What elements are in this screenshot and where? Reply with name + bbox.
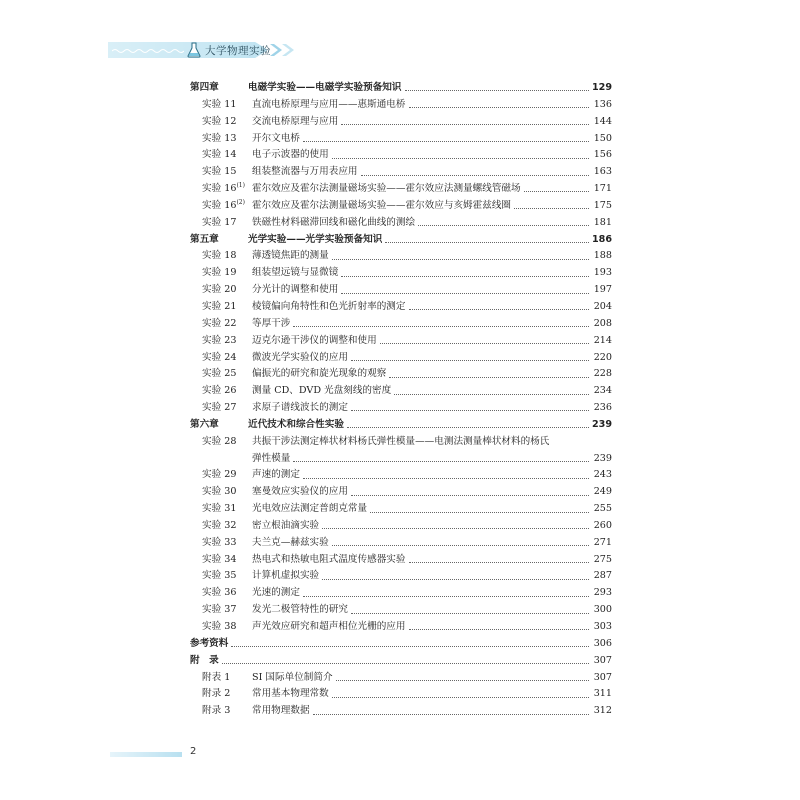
toc-entry-row[interactable] — [190, 518, 612, 535]
toc-entry-label — [190, 181, 252, 198]
toc-entry-page-number: 287 — [593, 570, 612, 582]
toc-entry-row[interactable] — [190, 97, 612, 114]
toc-entry-label-text: 实验 11 — [202, 98, 237, 110]
dot-leader — [332, 544, 589, 546]
toc-entry-superscript: (1) — [236, 181, 245, 189]
toc-entry-label — [190, 602, 252, 619]
toc-entry-title: 密立根油滴实验 — [252, 519, 320, 531]
dot-leader — [341, 123, 589, 125]
toc-entry-row[interactable] — [190, 198, 612, 215]
toc-entry-page-number: 186 — [591, 233, 612, 245]
toc-entry-row[interactable] — [190, 215, 612, 232]
toc-entry-label — [190, 299, 252, 316]
dot-leader — [409, 628, 590, 630]
toc-entry-page-number: 150 — [593, 132, 612, 144]
toc-entry-label-text: 附录 3 — [202, 705, 231, 717]
toc-entry-title: 塞曼效应实验仪的应用 — [252, 486, 348, 498]
dot-leader — [380, 342, 589, 344]
toc-entry-page-number: 156 — [593, 149, 612, 161]
dot-leader — [293, 460, 589, 462]
toc-entry-title: 求原子谱线波长的测定 — [252, 402, 348, 414]
toc-entry-label-text: 实验 29 — [202, 469, 237, 481]
toc-entry-page-number: 243 — [593, 469, 612, 481]
toc-entry-row[interactable] — [190, 282, 612, 299]
toc-entry-page-number: 249 — [593, 486, 612, 498]
toc-entry-label — [190, 535, 252, 552]
dot-leader — [361, 174, 589, 176]
toc-entry-label — [190, 282, 252, 299]
dot-leader — [514, 207, 589, 209]
toc-entry-title: 计算机虚拟实验 — [252, 570, 320, 582]
toc-entry-label-text: 实验 30 — [202, 486, 237, 498]
toc-entry-row[interactable] — [190, 248, 612, 265]
toc-entry-label-text: 第六章 — [190, 418, 219, 430]
dot-leader — [231, 645, 589, 647]
toc-entry-label — [190, 383, 252, 400]
dot-leader — [222, 662, 589, 664]
toc-entry-row[interactable] — [190, 484, 612, 501]
toc-entry-label — [190, 248, 252, 265]
toc-entry-label — [190, 97, 252, 114]
dot-leader — [332, 157, 589, 159]
toc-entry-label-text: 附表 1 — [202, 671, 231, 683]
toc-entry-row[interactable] — [190, 299, 612, 316]
toc-entry-page-number: 306 — [593, 637, 612, 649]
toc-entry-row[interactable] — [190, 636, 612, 653]
toc-entry-title: 发光二极管特性的研究 — [252, 604, 348, 616]
dot-leader — [336, 679, 589, 681]
toc-entry-title: 开尔文电桥 — [252, 132, 300, 144]
toc-entry-label — [190, 400, 252, 417]
toc-entry-label — [190, 333, 252, 350]
toc-entry-row[interactable] — [190, 552, 612, 569]
toc-entry-row[interactable] — [190, 568, 612, 585]
toc-entry-label-text: 实验 12 — [202, 115, 237, 127]
toc-entry-page-number: 228 — [593, 368, 612, 380]
toc-entry-row[interactable] — [190, 434, 612, 451]
toc-entry-label-text: 参考资料 — [190, 637, 229, 649]
toc-entry-title: SI 国际单位制简介 — [252, 671, 333, 683]
toc-chapter-row[interactable] — [190, 417, 612, 434]
toc-entry-page-number: 188 — [593, 250, 612, 262]
toc-entry-label-text: 实验 20 — [202, 284, 237, 296]
toc-entry-label — [190, 215, 252, 232]
toc-entry-label — [190, 147, 252, 164]
toc-entry-title: 薄透镜焦距的测量 — [252, 250, 329, 262]
toc-entry-row[interactable] — [190, 451, 612, 468]
dot-leader — [351, 409, 589, 411]
dot-leader — [385, 241, 589, 243]
toc-entry-label — [190, 80, 248, 97]
toc-entry-label-text: 实验 38 — [202, 621, 237, 632]
toc-entry-title: 微波光学实验仪的应用 — [252, 351, 348, 363]
toc-entry-label — [190, 619, 252, 636]
toc-entry-title: 霍尔效应及霍尔法测量磁场实验——霍尔效应与亥姆霍兹线圈 — [252, 199, 512, 211]
dot-leader — [394, 393, 589, 395]
dot-leader — [303, 140, 589, 142]
toc-entry-title: 迈克尔逊干涉仪的调整和使用 — [252, 334, 377, 346]
toc-entry-page-number: 193 — [593, 267, 612, 279]
toc-entry-row[interactable] — [190, 383, 612, 400]
toc-entry-title: 近代技术和综合性实验 — [248, 418, 344, 430]
toc-entry-row[interactable] — [190, 585, 612, 602]
toc-entry-label-text: 实验 26 — [202, 385, 237, 397]
toc-entry-label-text: 实验 16 — [202, 183, 237, 195]
toc-entry-title: 分光计的调整和使用 — [252, 284, 339, 296]
toc-entry-title: 夫兰克—赫兹实验 — [252, 536, 329, 548]
toc-entry-title: 直流电桥原理与应用——惠斯通电桥 — [252, 98, 406, 110]
flask-icon — [187, 42, 201, 58]
dot-leader — [303, 595, 589, 597]
toc-entry-label-text: 实验 37 — [202, 604, 237, 616]
toc-entry-label-text: 第五章 — [190, 233, 219, 245]
toc-entry-label-text: 实验 16 — [202, 199, 237, 211]
toc-entry-title: 电磁学实验——电磁学实验预备知识 — [248, 82, 402, 93]
toc-entry-label-text: 实验 23 — [202, 334, 237, 346]
toc-entry-label-text: 实验 33 — [202, 536, 237, 548]
toc-entry-page-number: 293 — [593, 587, 612, 599]
toc-entry-title: 弹性模量 — [252, 452, 291, 464]
toc-entry-page-number: 239 — [593, 452, 612, 464]
toc-entry-page-number: 234 — [593, 385, 612, 397]
toc-entry-page-number: 129 — [591, 82, 612, 93]
toc-entry-label — [190, 686, 252, 703]
toc-entry-page-number: 171 — [593, 183, 612, 195]
dot-leader — [303, 477, 589, 479]
toc-entry-row[interactable] — [190, 114, 612, 131]
toc-chapter-row[interactable] — [190, 232, 612, 249]
toc-entry-page-number: 239 — [591, 418, 612, 430]
page-header — [0, 36, 800, 66]
toc-entry-title: 光电效应法测定普朗克常量 — [252, 503, 368, 515]
toc-entry-label — [190, 518, 252, 535]
toc-entry-title: 等厚干涉 — [252, 317, 291, 329]
toc-entry-row[interactable] — [190, 366, 612, 383]
toc-entry-label — [190, 232, 248, 249]
dot-leader — [389, 376, 589, 378]
toc-entry-title: 光学实验——光学实验预备知识 — [248, 233, 383, 245]
toc-entry-label-text: 实验 24 — [202, 351, 237, 363]
toc-entry-row[interactable] — [190, 350, 612, 367]
toc-entry-page-number: 307 — [593, 654, 612, 666]
toc-entry-row[interactable] — [190, 467, 612, 484]
toc-entry-page-number: 260 — [593, 519, 612, 531]
page-number: 2 — [190, 746, 197, 757]
toc-entry-label-text: 第四章 — [190, 82, 219, 93]
toc-entry-page-number: 255 — [593, 503, 612, 515]
toc-entry-page-number: 303 — [593, 621, 612, 632]
toc-entry-page-number: 144 — [593, 115, 612, 127]
dot-leader — [418, 224, 589, 226]
toc-entry-label-text: 实验 27 — [202, 402, 237, 414]
toc-entry-label — [190, 670, 252, 687]
toc-entry-row[interactable] — [190, 164, 612, 181]
toc-entry-label-text: 实验 14 — [202, 149, 237, 161]
toc-entry-row[interactable] — [190, 703, 612, 720]
toc-entry-label-text: 实验 31 — [202, 503, 237, 515]
toc-entry-row[interactable] — [190, 316, 612, 333]
toc-entry-title: 声速的测定 — [252, 469, 300, 481]
toc-entry-title: 共振干涉法测定棒状材料杨氏弹性模量——电测法测量棒状材料的杨氏 — [252, 435, 550, 447]
toc-entry-label-text: 实验 28 — [202, 435, 237, 447]
toc-entry-row[interactable] — [190, 686, 612, 703]
toc-entry-page-number: 307 — [593, 671, 612, 683]
toc-entry-label — [190, 568, 252, 585]
toc-entry-label-text: 实验 22 — [202, 317, 237, 329]
toc-entry-label-text: 实验 18 — [202, 250, 237, 262]
toc-entry-label — [190, 653, 219, 670]
toc-entry-title: 常用基本物理常数 — [252, 688, 329, 700]
dot-leader — [370, 511, 589, 513]
toc-entry-label — [190, 585, 252, 602]
toc-entry-label — [190, 417, 248, 434]
dot-leader — [347, 426, 589, 428]
header-title: 大学物理实验 — [205, 45, 271, 57]
toc-entry-title: 光速的测定 — [252, 587, 300, 599]
dot-leader — [341, 275, 589, 277]
toc-entry-page-number: 236 — [593, 402, 612, 414]
toc-entry-page-number: 311 — [593, 688, 612, 700]
toc-entry-label — [190, 703, 252, 720]
toc-entry-label-text: 实验 17 — [202, 216, 237, 228]
toc-entry-page-number: 208 — [593, 317, 612, 329]
toc-entry-label-text: 实验 25 — [202, 368, 237, 380]
dot-leader — [332, 696, 589, 698]
dot-leader — [341, 292, 589, 294]
dot-leader — [409, 106, 590, 108]
toc-entry-page-number: 214 — [593, 334, 612, 346]
toc-entry-page-number: 181 — [593, 216, 612, 228]
toc-entry-label — [190, 316, 252, 333]
toc-entry-row[interactable] — [190, 333, 612, 350]
toc-entry-page-number: 271 — [593, 536, 612, 548]
dot-leader — [524, 190, 589, 192]
toc-entry-row[interactable] — [190, 147, 612, 164]
toc-entry-title: 常用物理数据 — [252, 705, 310, 717]
toc-entry-label-text: 实验 32 — [202, 519, 237, 531]
toc-entry-row[interactable] — [190, 131, 612, 148]
toc-entry-page-number: 136 — [593, 98, 612, 110]
toc-entry-label-text: 实验 21 — [202, 300, 237, 312]
dot-leader — [409, 308, 590, 310]
toc-entry-title: 棱镜偏向角特性和色光折射率的测定 — [252, 300, 406, 312]
dot-leader — [405, 89, 589, 91]
dot-leader — [313, 713, 589, 715]
toc-entry-label-text: 实验 36 — [202, 587, 237, 599]
toc-entry-label — [190, 164, 252, 181]
table-of-contents — [190, 80, 612, 720]
toc-entry-label-text: 附 录 — [190, 654, 219, 666]
toc-entry-label-text: 附录 2 — [202, 688, 231, 700]
dot-leader — [351, 612, 589, 614]
toc-entry-label-text: 实验 15 — [202, 166, 237, 178]
toc-entry-label-text: 实验 19 — [202, 267, 237, 279]
dot-leader — [322, 578, 589, 580]
toc-entry-row[interactable] — [190, 501, 612, 518]
toc-entry-page-number: 300 — [593, 604, 612, 616]
toc-entry-page-number: 175 — [593, 199, 612, 211]
toc-entry-page-number: 204 — [593, 300, 612, 312]
toc-entry-label — [190, 350, 252, 367]
toc-entry-label — [190, 484, 252, 501]
toc-entry-title: 交流电桥原理与应用 — [252, 115, 339, 127]
toc-entry-label — [190, 434, 252, 451]
dot-leader — [322, 527, 589, 529]
toc-entry-label — [190, 467, 252, 484]
toc-entry-label — [190, 552, 252, 569]
toc-entry-row[interactable] — [190, 535, 612, 552]
toc-entry-row[interactable] — [190, 400, 612, 417]
footer-accent-bar — [110, 752, 182, 757]
toc-entry-label-text: 实验 34 — [202, 553, 237, 565]
toc-entry-superscript: (2) — [236, 198, 245, 206]
dot-leader — [409, 561, 590, 563]
dot-leader — [351, 359, 589, 361]
toc-entry-label-text: 实验 35 — [202, 570, 237, 582]
toc-chapter-row[interactable] — [190, 80, 612, 97]
toc-entry-page-number: 312 — [593, 705, 612, 717]
toc-entry-title: 组装整流器与万用表应用 — [252, 166, 358, 178]
dot-leader — [351, 494, 589, 496]
toc-entry-label — [190, 636, 228, 653]
toc-entry-label — [190, 198, 252, 215]
dot-leader — [332, 258, 589, 260]
toc-entry-row[interactable] — [190, 670, 612, 687]
toc-entry-row[interactable] — [190, 653, 612, 670]
toc-entry-row[interactable] — [190, 619, 612, 636]
toc-entry-title: 偏振光的研究和旋光现象的观察 — [252, 368, 387, 380]
toc-entry-title: 霍尔效应及霍尔法测量磁场实验——霍尔效应法测量螺线管磁场 — [252, 183, 521, 195]
toc-entry-row[interactable] — [190, 265, 612, 282]
toc-entry-page-number: 275 — [593, 553, 612, 565]
toc-entry-label — [190, 131, 252, 148]
dot-leader — [293, 325, 589, 327]
toc-entry-page-number: 197 — [593, 284, 612, 296]
toc-entry-title: 声光效应研究和超声相位光栅的应用 — [252, 621, 406, 632]
toc-entry-title: 测量 CD、DVD 光盘刻线的密度 — [252, 385, 392, 397]
toc-entry-title: 铁磁性材料磁滞回线和磁化曲线的测绘 — [252, 216, 416, 228]
toc-entry-label-text: 实验 13 — [202, 132, 237, 144]
toc-entry-label — [190, 366, 252, 383]
wave-decoration-icon — [112, 48, 184, 54]
toc-entry-row[interactable] — [190, 181, 612, 198]
toc-entry-title: 热电式和热敏电阻式温度传感器实验 — [252, 553, 406, 565]
toc-entry-label — [190, 265, 252, 282]
toc-entry-page-number: 163 — [593, 166, 612, 178]
toc-entry-label — [190, 501, 252, 518]
toc-entry-row[interactable] — [190, 602, 612, 619]
toc-entry-title: 电子示波器的使用 — [252, 149, 329, 161]
chevron-decoration-icon — [268, 42, 300, 58]
toc-entry-page-number: 220 — [593, 351, 612, 363]
toc-entry-label — [190, 114, 252, 131]
toc-entry-title: 组装望远镜与显微镜 — [252, 267, 339, 279]
